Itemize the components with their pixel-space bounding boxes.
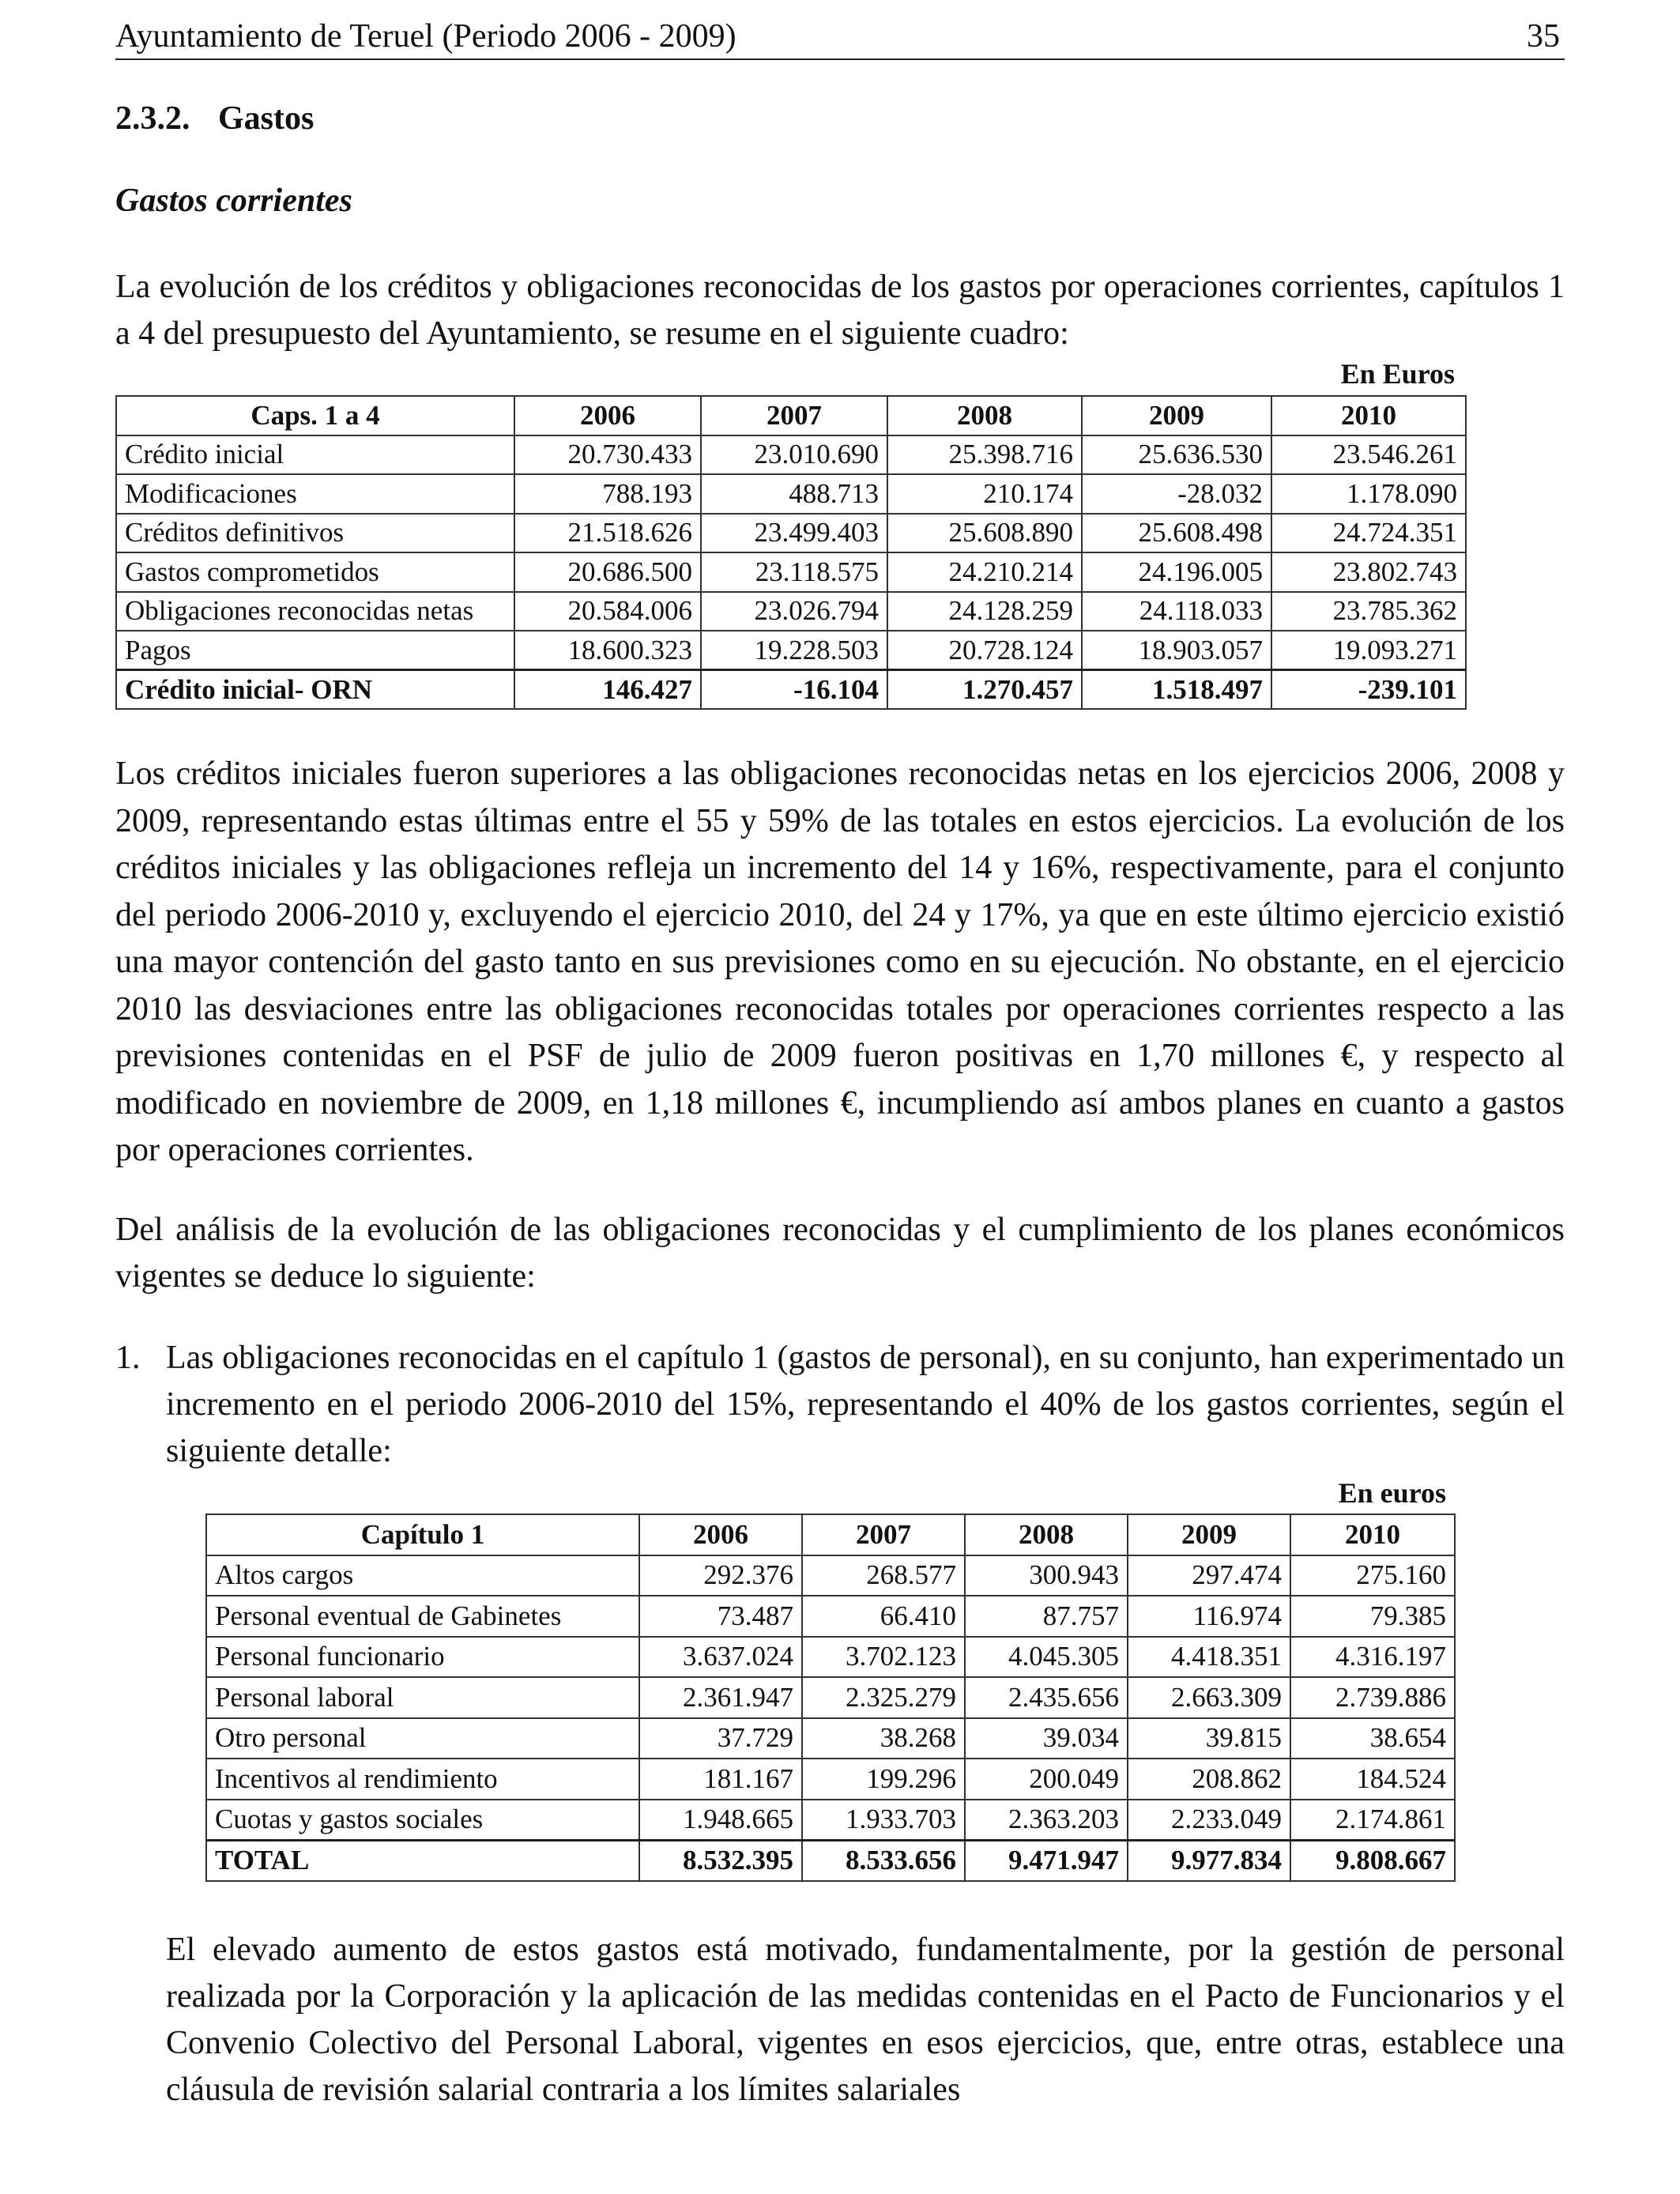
cell-value: 181.167 <box>639 1759 802 1800</box>
total-value: 9.471.947 <box>965 1840 1128 1881</box>
column-header: 2009 <box>1128 1514 1290 1555</box>
cell-value: 210.174 <box>887 474 1082 514</box>
row-label: Cuotas y gastos sociales <box>206 1800 639 1841</box>
column-header: 2006 <box>639 1514 802 1555</box>
row-label: Gastos comprometidos <box>116 552 514 592</box>
table-row <box>116 435 1466 475</box>
cell-value: 25.636.530 <box>1082 435 1271 475</box>
cell-value: 20.686.500 <box>514 552 701 592</box>
table-row <box>116 631 1466 670</box>
cell-value: 66.410 <box>802 1596 965 1637</box>
total-value: 9.808.667 <box>1290 1840 1455 1881</box>
table-row <box>116 514 1466 553</box>
deduction-paragraph: Del análisis de la evolución de las obligaciones reconocidas y el cumplimiento de los planes económicos vigentes se deduce lo siguiente: <box>115 1212 1565 1295</box>
cell-value: 2.363.203 <box>965 1800 1128 1841</box>
header-title: Ayuntamiento de Teruel (Periodo 2006 - 2009) <box>115 18 736 55</box>
section-number: 2.3.2. <box>115 100 190 137</box>
table1-unit-label: En Euros <box>1340 358 1455 390</box>
table-row <box>206 1596 1455 1637</box>
cell-value: 25.398.716 <box>887 435 1082 475</box>
cell-value: -28.032 <box>1082 474 1271 514</box>
list-item-number: 1. <box>115 1340 141 1376</box>
cell-value: 268.577 <box>802 1555 965 1596</box>
total-value: 1.518.497 <box>1082 670 1271 710</box>
cell-value: 38.654 <box>1290 1718 1455 1759</box>
column-header: 2008 <box>965 1514 1128 1555</box>
total-value: 8.533.656 <box>802 1840 965 1881</box>
column-header: 2009 <box>1082 396 1271 435</box>
row-label: Pagos <box>116 631 514 670</box>
column-header: Capítulo 1 <box>206 1514 639 1555</box>
cell-value: 24.128.259 <box>887 592 1082 631</box>
cell-value: 2.739.886 <box>1290 1677 1455 1718</box>
table-header-row <box>206 1514 1455 1555</box>
table-row <box>206 1800 1455 1841</box>
subsection-title: Gastos corrientes <box>115 183 352 219</box>
cell-value: 23.802.743 <box>1271 552 1466 592</box>
table-row <box>206 1637 1455 1678</box>
column-header: 2007 <box>802 1514 965 1555</box>
cell-value: 39.034 <box>965 1718 1128 1759</box>
page-number: 35 <box>1527 18 1560 55</box>
row-label: Altos cargos <box>206 1555 639 1596</box>
cell-value: 38.268 <box>802 1718 965 1759</box>
cell-value: 23.546.261 <box>1271 435 1466 475</box>
total-label: TOTAL <box>206 1840 639 1881</box>
row-label: Personal eventual de Gabinetes <box>206 1596 639 1637</box>
cell-value: 1.933.703 <box>802 1800 965 1841</box>
row-label: Modificaciones <box>116 474 514 514</box>
current-expenses-table <box>115 395 1467 710</box>
total-value: 1.270.457 <box>887 670 1082 710</box>
cell-value: 4.045.305 <box>965 1637 1128 1678</box>
row-label: Personal laboral <box>206 1677 639 1718</box>
table-row <box>206 1677 1455 1718</box>
column-header: 2008 <box>887 396 1082 435</box>
cell-value: 4.316.197 <box>1290 1637 1455 1678</box>
table-total-row <box>116 670 1466 710</box>
table-row <box>206 1759 1455 1800</box>
cell-value: 199.296 <box>802 1759 965 1800</box>
cell-value: 23.499.403 <box>701 514 887 553</box>
total-value: -16.104 <box>701 670 887 710</box>
column-header: 2007 <box>701 396 887 435</box>
total-value: 8.532.395 <box>639 1840 802 1881</box>
analysis-paragraph: Los créditos iniciales fueron superiores a las obligaciones reconocidas netas en los ejercicios 2006, 2008 y 2009, representando estas últimas entre el 55 y 59% de las totales en estos ejercicios. La evolución de los créditos iniciales y las obligaciones refleja un incremento del 14 y 16%, respectivamente, para el conjunto del periodo 2006-2010 y, excluyendo el ejercicio 2010, del 24 y 17%, ya que en este último ejercicio existió una mayor contención del gasto tanto en sus previsiones como en su ejecución. No obstante, en el ejercicio 2010 las desviaciones entre las obligaciones reconocidas totales por operaciones corrientes respecto a las previsiones contenidas en el PSF de julio de 2009 fueron positivas en 1,70 millones €, y respecto al modificado en noviembre de 2009, en 1,18 millones €, incumpliendo así ambos planes en cuanto a gastos por operaciones corrientes. <box>115 756 1565 1168</box>
cell-value: 20.584.006 <box>514 592 701 631</box>
cell-value: 2.435.656 <box>965 1677 1128 1718</box>
section-heading <box>115 100 314 138</box>
section-title: Gastos <box>218 100 315 137</box>
cell-value: 292.376 <box>639 1555 802 1596</box>
total-value: -239.101 <box>1271 670 1466 710</box>
cell-value: 20.730.433 <box>514 435 701 475</box>
total-label: Crédito inicial- ORN <box>116 670 514 710</box>
cell-value: 3.637.024 <box>639 1637 802 1678</box>
cell-value: 25.608.890 <box>887 514 1082 553</box>
cell-value: 184.524 <box>1290 1759 1455 1800</box>
table-header-row <box>116 396 1466 435</box>
row-label: Personal funcionario <box>206 1637 639 1678</box>
table-row <box>206 1555 1455 1596</box>
closing-paragraph: El elevado aumento de estos gastos está motivado, fundamentalmente, por la gestión de personal realizada por la Corporación y la aplicación de las medidas contenidas en el Pacto de Funcionarios y el Convenio Colectivo del Personal Laboral, vigentes en esos ejercicios, que, entre otras, establece una cláusula de revisión salarial contraria a los límites salariales <box>166 1932 1565 2108</box>
table-row <box>116 474 1466 514</box>
cell-value: 208.862 <box>1128 1759 1290 1800</box>
table-row <box>206 1718 1455 1759</box>
page-header <box>115 17 1565 60</box>
cell-value: 3.702.123 <box>802 1637 965 1678</box>
personnel-expenses-table <box>205 1514 1456 1882</box>
cell-value: 2.361.947 <box>639 1677 802 1718</box>
cell-value: 37.729 <box>639 1718 802 1759</box>
cell-value: 488.713 <box>701 474 887 514</box>
cell-value: 20.728.124 <box>887 631 1082 670</box>
cell-value: 23.118.575 <box>701 552 887 592</box>
cell-value: 788.193 <box>514 474 701 514</box>
row-label: Incentivos al rendimiento <box>206 1759 639 1800</box>
table-row <box>116 592 1466 631</box>
list-item-text: Las obligaciones reconocidas en el capítulo 1 (gastos de personal), en su conjunto, han experimentado un incremento en el periodo 2006-2010 del 15%, representando el 40% de los gastos corrientes, según el siguiente detalle: <box>166 1340 1565 1469</box>
cell-value: 18.600.323 <box>514 631 701 670</box>
cell-value: 2.663.309 <box>1128 1677 1290 1718</box>
table-total-row <box>206 1840 1455 1881</box>
intro-paragraph: La evolución de los créditos y obligaciones reconocidas de los gastos por operaciones corrientes, capítulos 1 a 4 del presupuesto del Ayuntamiento, se resume en el siguiente cuadro: <box>115 269 1565 352</box>
cell-value: 19.093.271 <box>1271 631 1466 670</box>
cell-value: 24.118.033 <box>1082 592 1271 631</box>
cell-value: 39.815 <box>1128 1718 1290 1759</box>
cell-value: 23.026.794 <box>701 592 887 631</box>
total-value: 9.977.834 <box>1128 1840 1290 1881</box>
cell-value: 4.418.351 <box>1128 1637 1290 1678</box>
cell-value: 21.518.626 <box>514 514 701 553</box>
cell-value: 297.474 <box>1128 1555 1290 1596</box>
cell-value: 79.385 <box>1290 1596 1455 1637</box>
cell-value: 116.974 <box>1128 1596 1290 1637</box>
cell-value: 300.943 <box>965 1555 1128 1596</box>
total-value: 146.427 <box>514 670 701 710</box>
cell-value: 1.178.090 <box>1271 474 1466 514</box>
cell-value: 23.785.362 <box>1271 592 1466 631</box>
cell-value: 18.903.057 <box>1082 631 1271 670</box>
column-header: 2010 <box>1290 1514 1455 1555</box>
row-label: Obligaciones reconocidas netas <box>116 592 514 631</box>
cell-value: 2.233.049 <box>1128 1800 1290 1841</box>
column-header: 2006 <box>514 396 701 435</box>
cell-value: 19.228.503 <box>701 631 887 670</box>
cell-value: 200.049 <box>965 1759 1128 1800</box>
row-label: Otro personal <box>206 1718 639 1759</box>
row-label: Crédito inicial <box>116 435 514 475</box>
cell-value: 87.757 <box>965 1596 1128 1637</box>
cell-value: 24.724.351 <box>1271 514 1466 553</box>
column-header: Caps. 1 a 4 <box>116 396 514 435</box>
cell-value: 2.174.861 <box>1290 1800 1455 1841</box>
cell-value: 24.196.005 <box>1082 552 1271 592</box>
cell-value: 23.010.690 <box>701 435 887 475</box>
cell-value: 24.210.214 <box>887 552 1082 592</box>
table-row <box>116 552 1466 592</box>
cell-value: 275.160 <box>1290 1555 1455 1596</box>
cell-value: 25.608.498 <box>1082 514 1271 553</box>
column-header: 2010 <box>1271 396 1466 435</box>
cell-value: 1.948.665 <box>639 1800 802 1841</box>
cell-value: 73.487 <box>639 1596 802 1637</box>
cell-value: 2.325.279 <box>802 1677 965 1718</box>
row-label: Créditos definitivos <box>116 514 514 553</box>
table2-unit-label: En euros <box>1338 1477 1446 1509</box>
